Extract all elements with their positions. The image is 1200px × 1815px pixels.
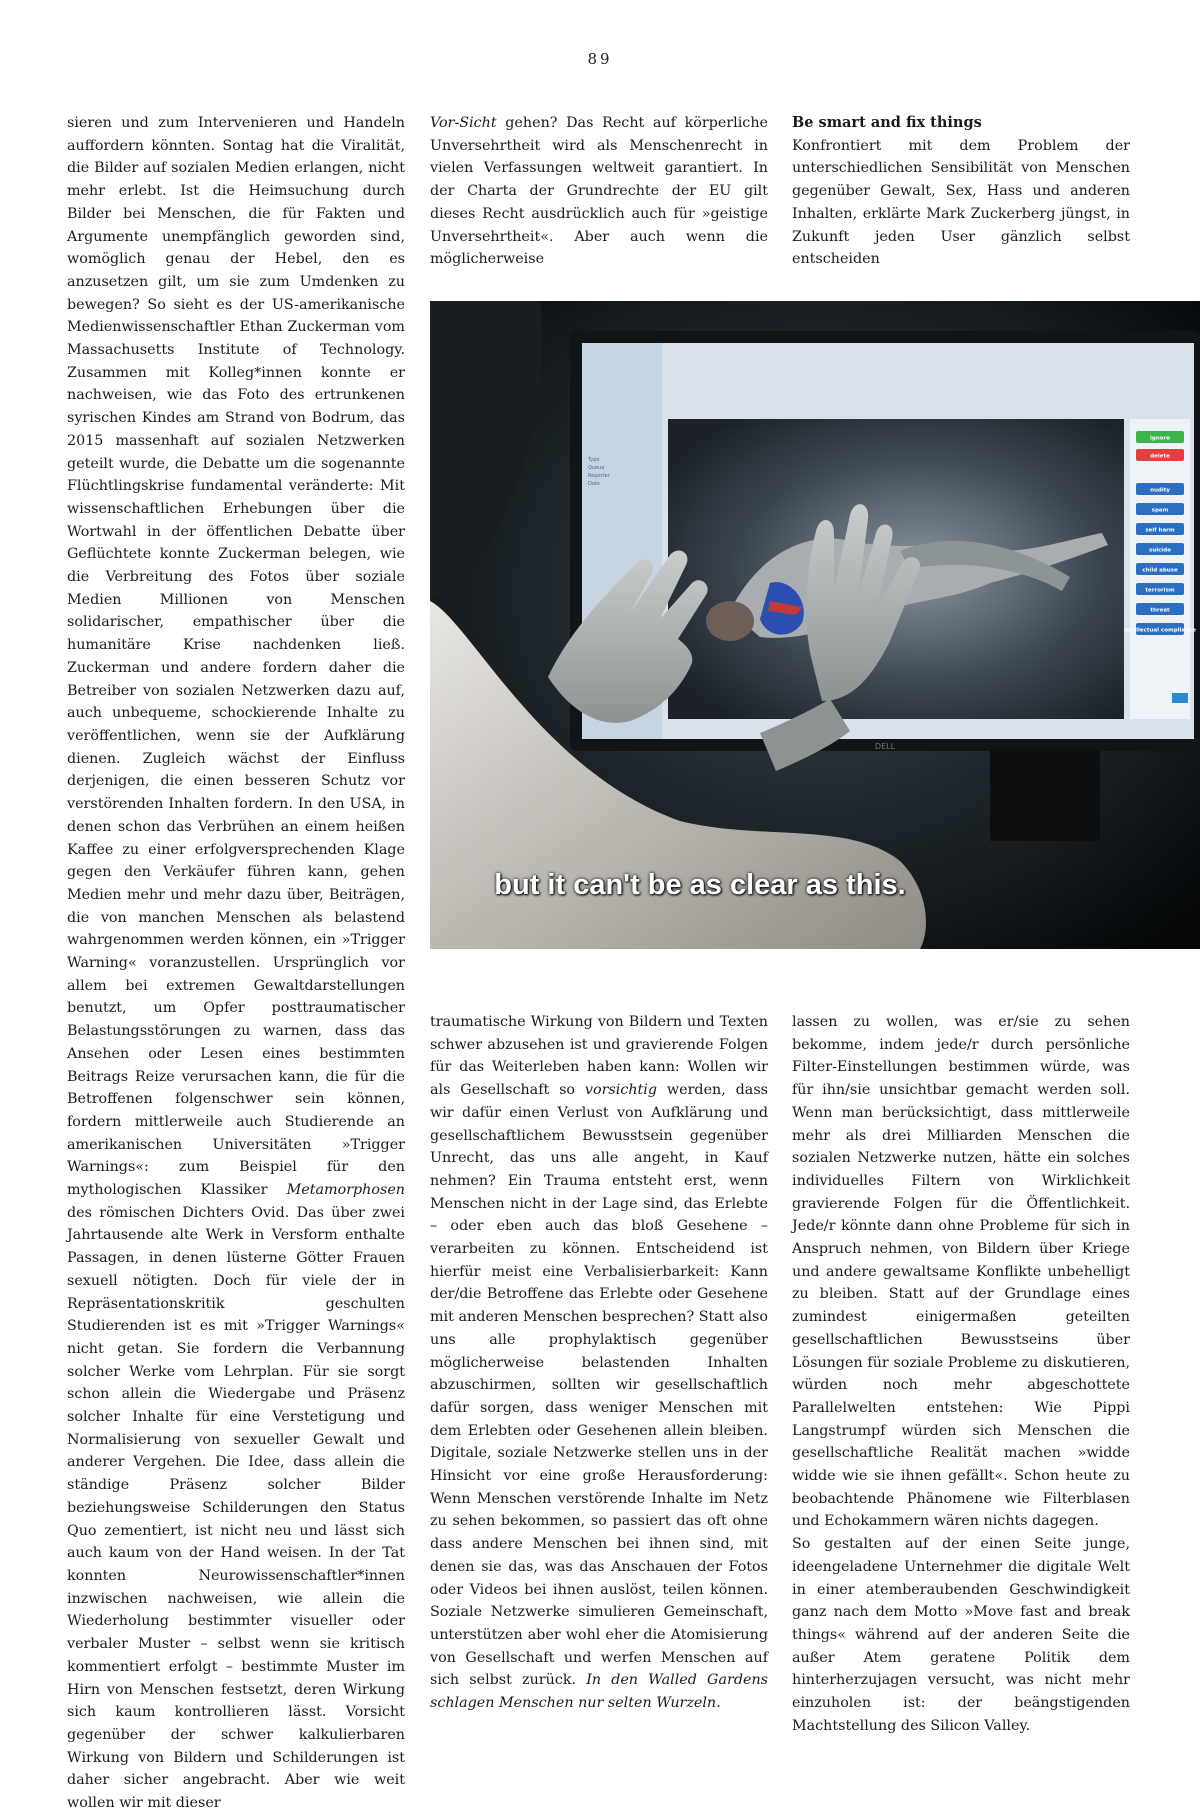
body-text: gehen? Das Recht auf körperliche Unversehrtheit wird als Menschenrecht in vielen Verfassungen weltweit garantiert. In der Charta der Grundrechte der EU gilt dieses Recht ausdrücklich auch für »geistige Unversehrtheit«. Aber auch wenn die möglicherweise — [430, 115, 768, 268]
body-text: des römischen Dichters Ovid. Das über zwei Jahrtausende alte Werk in Versform enthalte Passagen, in denen lüsterne Götter Frauen sexuell nötigten. Doch für viele der in Repräsentationskritik geschulten Studierenden ist es mit »Trigger Warnings« nicht getan. Sie fordern die Verbannung solcher Werke vom Lehrplan. Für sie sorgt schon allein die Wiedergabe und Präsenz solcher Inhalte für eine Verstetigung und Normalisierung von sexueller Gewalt und anderer Vergehen. Die Idee, dass allein die ständige Präsenz solcher Bilder beziehungsweise Schilderungen den Status Quo zementiert, ist nicht neu und lässt sich auch kaum von der Hand weisen. In der Tat konnten Neurowissenschaftler*innen inzwischen nachweisen, wie allein die Wiederholung bestimmter visueller oder verbaler Muster – selbst wenn sie kritisch kommentiert erfolgt – bestimmte Muster im Hirn von Menschen festsetzt, deren Wirkung sich kaum kontrollieren lässt. Vorsicht gegenüber der schwer kalkulierbaren Wirkung von Bildern und Schilderungen ist daher sicher angebracht. Aber wie weit wollen wir mit dieser — [67, 1204, 405, 1812]
svg-text:Queue: Queue — [588, 465, 605, 471]
svg-text:Date: Date — [588, 481, 600, 487]
screen-button-label: nudity — [1150, 487, 1170, 494]
body-paragraph: So gestalten auf der einen Seite junge, ideengeladene Unternehmer die digitale Welt in einer atemberaubenden Geschwindigkeit ganz nach dem Motto »Move fast and break things« während auf der anderen Seite die außer Atem geratene Politik dem hinterherzujagen versucht, was nicht mehr einzuholen ist: der beängstigenden Machtstellung des Silicon Valley. — [792, 1536, 1130, 1734]
screen-button-label: terrorism — [1145, 587, 1175, 594]
screen-button-label: delete — [1150, 453, 1170, 460]
video-subtitle: but it can't be as clear as this. — [494, 869, 906, 901]
column-right-top — [792, 112, 1130, 271]
italic-term: vorsichtig — [584, 1082, 658, 1099]
italic-sentence: In den Walled Gardens schlagen Menschen nur selten Wurzeln. — [430, 1672, 768, 1712]
screen-button-label: child abuse — [1142, 567, 1178, 574]
section-heading: Be smart and fix things — [792, 114, 982, 131]
italic-title: Metamorphosen — [286, 1182, 405, 1199]
body-text: werden, dass wir dafür einen Verlust von Aufklärung und gesellschaftlichem Bewusstsein gegenüber Unrecht, das uns alle angeht, in Kauf nehmen? Ein Trauma entsteht erst, wenn Menschen nicht in der Lage sind, das Erlebte – oder eben auch das bloß Gesehene – verarbeiten zu können. Entscheidend ist hierfür meist eine Verbalisierbarkeit: Kann der/die Betroffene das Erlebte oder Gesehene mit anderen Menschen besprechen? Statt also uns alle prophylaktisch gegenüber möglicherweise belastenden Inhalten abzuschirmen, sollten wir gesellschaftlich dafür sorgen, dass weniger Menschen mit dem Erlebten oder Gesehenen allein bleiben. Digitale, soziale Netzwerke stellen uns in der Hinsicht vor eine große Herausforderung: Wenn Menschen verstörende Inhalte im Netz zu sehen bekommen, so passiert das oft ohne dass andere Menschen bei ihnen sind, mit denen sie das, was das Anschauen der Fotos oder Videos bei ihnen auslöst, teilen können. Soziale Netzwerke simulieren Gemeinschaft, unterstützen aber wohl eher die Atomisierung von Gesellschaft und werfen Menschen auf sich selbst zurück. — [430, 1082, 768, 1689]
screen-button-label: intellectual compliance — [1123, 627, 1197, 634]
column-middle-bottom — [430, 1011, 768, 1715]
body-text: traumatische Wirkung von Bildern und Texten schwer abzusehen ist und gravierende Folgen für das Weiterleben haben kann: Wollen wir als Gesellschaft so — [430, 1014, 768, 1099]
column-middle-top — [430, 112, 768, 271]
body-paragraph — [67, 112, 405, 1815]
screen-button-label: spam — [1151, 507, 1169, 514]
screen-next-arrow — [1172, 693, 1188, 703]
body-text: sieren und zum Intervenieren und Handeln auffordern könnten. Sontag hat die Viralität, die Bilder auf sozialen Medien erlangen, nicht mehr erlebt. Ist die Heimsuchung durch Bilder bei Menschen, die für Fakten und Argumente unempfänglich geworden sind, womöglich genau der Hebel, den es anzusetzen gilt, um sie zum Umdenken zu bewegen? So sieht es der US-amerikanische Medienwissenschaftler Ethan Zuckerman vom Massachusetts Institute of Technology. Zusammen mit Kolleg*innen konnte er nachweisen, wie das Foto des ertrunkenen syrischen Kindes am Strand von Bodrum, das 2015 massenhaft auf sozialen Netzwerken geteilt wurde, die Debatte um die sogenannte Flüchtlingskrise fundamental veränderte: Mit wissenschaftlichen Erhebungen über die Wortwahl in der öffentlichen Debatte über Geflüchtete konnte Zuckerman belegen, wie die Verbreitung des Fotos über soziale Medien Millionen von Menschen solidarischer, empathischer über die humanitäre Krise nachdenken ließ. Zuckerman und andere fordern daher die Betreiber von sozialen Netzwerken dazu auf, auch unbequeme, schockierende Inhalte zu veröffentlichen, wenn sie der Aufklärung dienen. Zugleich wächst der Einfluss derjenigen, die einen besseren Schutz vor verstörenden Inhalten fordern. In den USA, in denen schon das Verbrühen an einem heißen Kaffee zu einer erfolgversprechenden Klage gegen den Verkäufer führen kann, gehen Medien mehr und mehr dazu über, Beiträgen, die von manchen Menschen als belastend wahrgenommen werden können, ein »Trigger Warning« voranzustellen. Ursprünglich vor allem bei extremen Gewaltdarstellungen benutzt, um Opfer posttraumatischer Belastungsstörungen zu warnen, dass das Ansehen oder Lesen eines bestimmten Beitrags Reize verursachen kann, die für die Betroffenen folgenschwer sein können, fordern mittlerweile auch Studierende an amerikanischen Universitäten »Trigger Warnings«: zum Beispiel für den mythologischen Klassiker — [67, 115, 405, 1199]
screen-button-label: threat — [1150, 607, 1170, 614]
moderator-screen-illustration — [430, 301, 1200, 949]
monitor-stand — [990, 751, 1100, 841]
column-right-bottom — [792, 1011, 1130, 1738]
column-left — [67, 112, 405, 1815]
svg-text:Reporter: Reporter — [588, 473, 610, 479]
page-number: 89 — [587, 50, 613, 68]
article-photo — [430, 301, 1200, 949]
body-paragraph: Konfrontiert mit dem Problem der unterschiedlichen Sensibilität von Menschen gegenüber Gewalt, Sex, Hass und anderen Inhalten, erklärte Mark Zuckerberg jüngst, in Zukunft jeden User gänzlich selbst entscheiden — [792, 137, 1130, 268]
screen-button-label: ignore — [1150, 435, 1170, 442]
screen-button-label: self harm — [1145, 527, 1175, 534]
svg-text:Type: Type — [588, 457, 600, 463]
body-paragraph — [430, 1011, 768, 1715]
body-paragraph: lassen zu wollen, was er/sie zu sehen bekomme, indem jede/r durch persönliche Filter-Einstellungen bestimmen würde, was für ihn/sie unsichtbar gemacht werden soll. Wenn man berücksichtigt, dass mittlerweile mehr als drei Milliarden Menschen die sozialen Netzwerke nutzen, hätte ein solches individuelles Filtern von Wirklichkeit gravierende Folgen für die Öffentlichkeit. Jede/r könnte dann ohne Probleme für sich in Anspruch nehmen, von Bildern über Kriege und andere gewaltsame Konflikte unbehelligt zu bleiben. Statt auf der Grundlage eines zumindest einigermaßen geteilten gesellschaftlichen Bewusstseins über Lösungen für soziale Probleme zu diskutieren, würden noch mehr abgeschottete Parallelwelten entstehen: Wie Pippi Langstrumpf würden sich Menschen die gesellschaftliche Realität machen »widde widde wie sie ihnen gefällt«. Schon heute zu beobachtende Phänomene wie Filterblasen und Echokammern wären nichts dagegen. — [792, 1014, 1130, 1530]
screen-button-label: suicide — [1149, 547, 1171, 554]
body-paragraph — [430, 112, 768, 271]
monitor-brand: DELL — [874, 742, 896, 751]
italic-term: Vor-Sicht — [430, 115, 497, 131]
